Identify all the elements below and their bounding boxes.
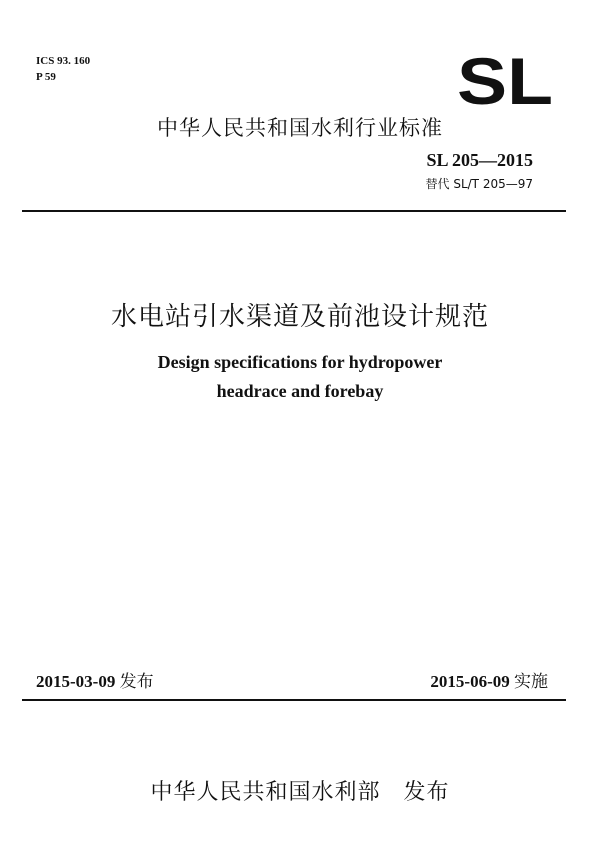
org-title: 中华人民共和国水利行业标准 (157, 116, 443, 140)
publisher: 中华人民共和国水利部 发布 (150, 780, 450, 805)
logo-text: SL (457, 54, 553, 110)
classification-codes (36, 53, 90, 85)
sl-logo (455, 54, 555, 110)
implement-date-block (430, 667, 548, 692)
implement-label: 实施 (514, 672, 548, 692)
classification-code: P 59 (36, 71, 56, 83)
issue-date-block (36, 667, 154, 692)
document-title-chinese: 水电站引水渠道及前池设计规范 (110, 302, 489, 332)
ics-code: ICS 93. 160 (36, 55, 91, 67)
issue-label: 发布 (119, 672, 154, 692)
document-title-english-line2: headrace and forebay (216, 381, 384, 401)
bottom-divider (22, 699, 566, 701)
issue-date: 2015-03-09 (36, 672, 116, 691)
standard-number: SL 205—2015 (426, 150, 533, 170)
document-title-english-line1: Design specifications for hydropower (157, 352, 443, 372)
replaces-standard: 替代 SL/T 205—97 (425, 177, 533, 191)
implement-date: 2015-06-09 (430, 672, 510, 691)
top-divider (22, 210, 566, 212)
sl-logo-mark (455, 54, 555, 110)
